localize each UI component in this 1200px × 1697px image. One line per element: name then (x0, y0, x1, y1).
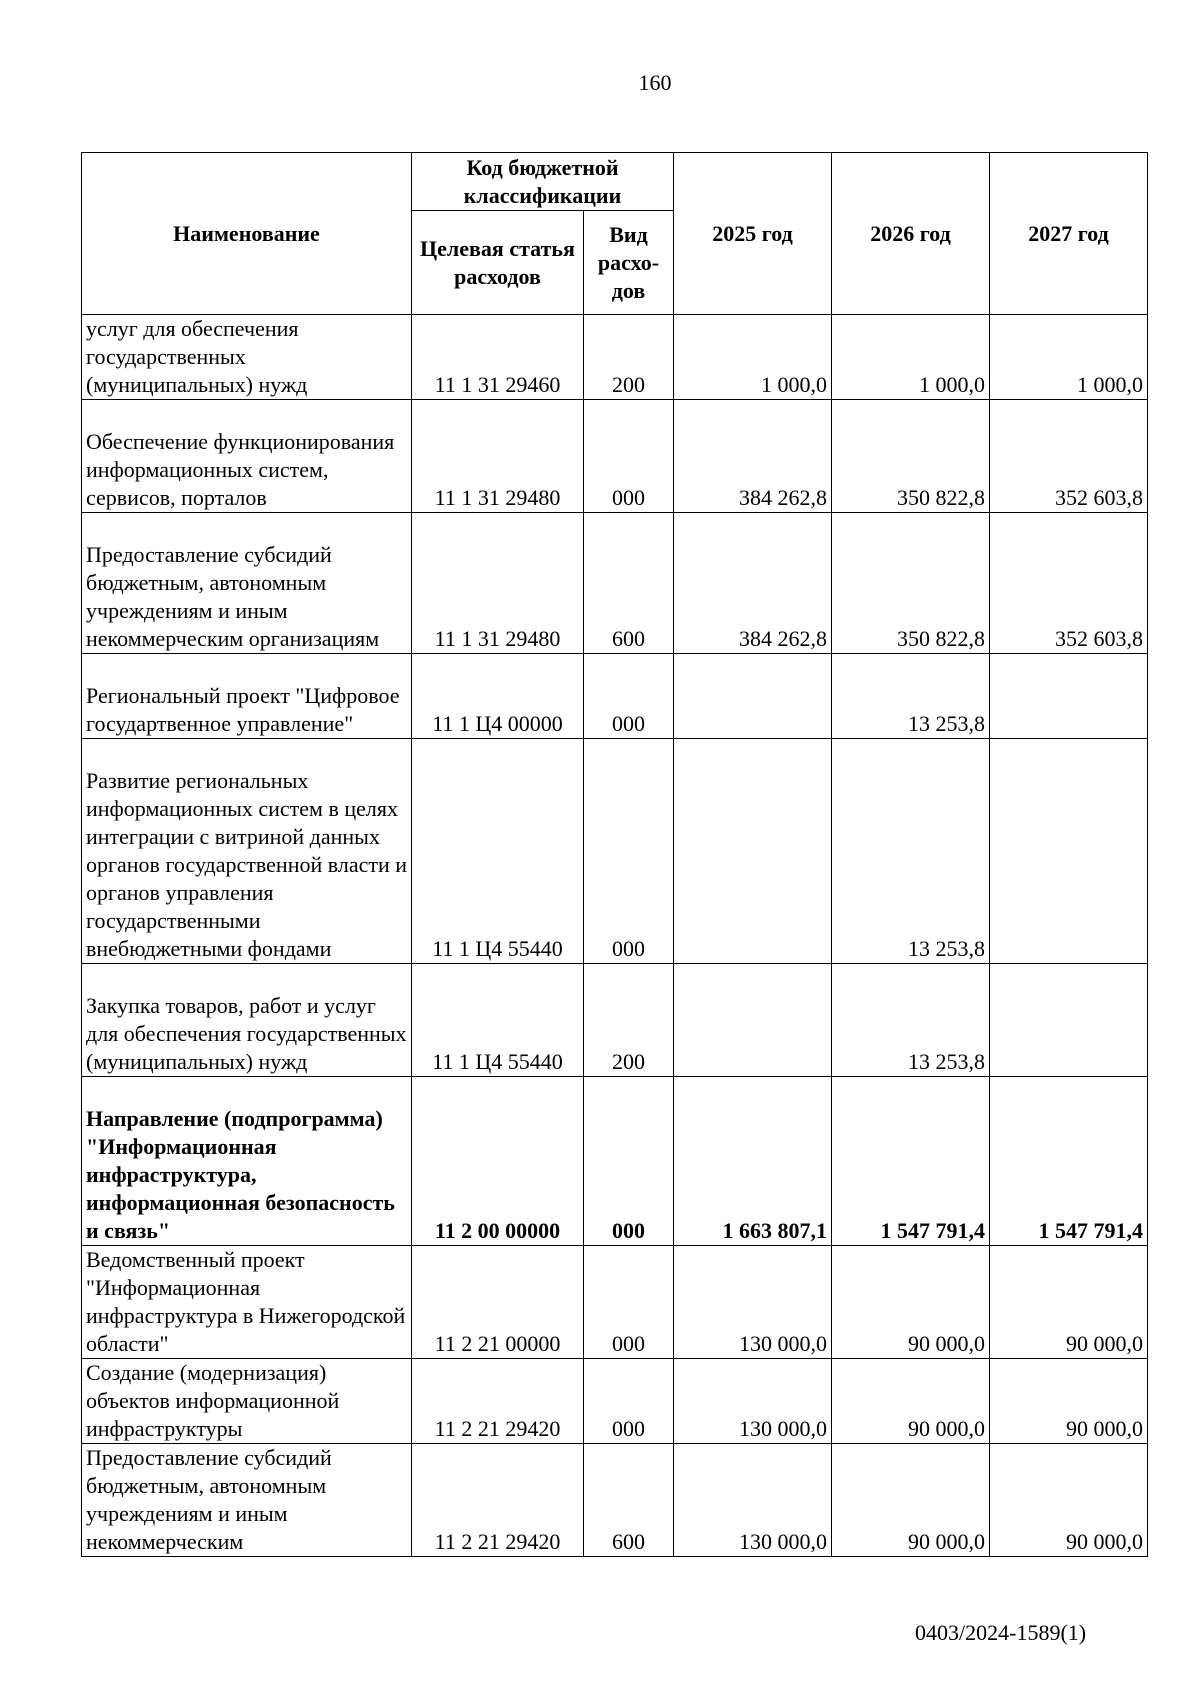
row-name: Создание (модернизация) объектов информационной инфраструктуры (82, 1359, 412, 1444)
table-row (82, 654, 1148, 739)
table-row (82, 1444, 1148, 1557)
row-expense-type: 000 (584, 1246, 674, 1359)
row-value-2026: 90 000,0 (832, 1359, 990, 1444)
row-value-2025: 130 000,0 (674, 1444, 832, 1557)
table-row (82, 964, 1148, 1077)
row-value-2027: 90 000,0 (990, 1359, 1148, 1444)
row-value-2025: 130 000,0 (674, 1246, 832, 1359)
table-row (82, 513, 1148, 654)
row-expense-type: 000 (584, 400, 674, 513)
header-target-article: Целевая статья расходов (412, 211, 584, 315)
row-value-2027 (990, 964, 1148, 1077)
row-expense-type: 200 (584, 315, 674, 400)
header-name: Наименование (82, 153, 412, 315)
row-target-article: 11 2 00 00000 (412, 1077, 584, 1246)
row-value-2026: 350 822,8 (832, 513, 990, 654)
table-row (82, 739, 1148, 964)
row-value-2025 (674, 739, 832, 964)
row-value-2027 (990, 739, 1148, 964)
row-target-article: 11 1 31 29460 (412, 315, 584, 400)
table-row (82, 400, 1148, 513)
header-expense-type: Вид расхо-дов (584, 211, 674, 315)
row-value-2025: 384 262,8 (674, 513, 832, 654)
document-code: 0403/2024-1589(1) (915, 1620, 1087, 1645)
row-value-2026: 90 000,0 (832, 1444, 990, 1557)
page-number: 160 (638, 70, 672, 95)
row-value-2027: 352 603,8 (990, 513, 1148, 654)
row-target-article: 11 2 21 29420 (412, 1359, 584, 1444)
row-value-2027: 352 603,8 (990, 400, 1148, 513)
row-value-2027: 90 000,0 (990, 1444, 1148, 1557)
row-expense-type: 000 (584, 654, 674, 739)
row-value-2027 (990, 654, 1148, 739)
row-name: Направление (подпрограмма) "Информационная инфраструктура, информационная безопасность и связь" (82, 1077, 412, 1246)
row-expense-type: 000 (584, 1077, 674, 1246)
row-value-2027: 90 000,0 (990, 1246, 1148, 1359)
row-expense-type: 600 (584, 1444, 674, 1557)
row-name: Обеспечение функционирования информационных систем, сервисов, порталов (82, 400, 412, 513)
row-value-2027: 1 547 791,4 (990, 1077, 1148, 1246)
row-target-article: 11 1 31 29480 (412, 400, 584, 513)
row-name: Предоставление субсидий бюджетным, автономным учреждениям и иным некоммерческим (82, 1444, 412, 1557)
row-value-2026: 1 547 791,4 (832, 1077, 990, 1246)
table-row (82, 1246, 1148, 1359)
row-target-article: 11 1 Ц4 55440 (412, 739, 584, 964)
row-name: Закупка товаров, работ и услуг для обеспечения государственных (муниципальных) нужд (82, 964, 412, 1077)
row-value-2025: 384 262,8 (674, 400, 832, 513)
row-expense-type: 000 (584, 739, 674, 964)
row-value-2026: 13 253,8 (832, 964, 990, 1077)
row-name: Ведомственный проект "Информационная инфраструктура в Нижегородской области" (82, 1246, 412, 1359)
header-year-2027: 2027 год (990, 153, 1148, 315)
row-expense-type: 600 (584, 513, 674, 654)
row-value-2026: 13 253,8 (832, 739, 990, 964)
budget-table (81, 152, 1148, 1557)
row-value-2026: 1 000,0 (832, 315, 990, 400)
row-name: Предоставление субсидий бюджетным, автономным учреждениям и иным некоммерческим организациям (82, 513, 412, 654)
row-name: услуг для обеспечения государственных (муниципальных) нужд (82, 315, 412, 400)
row-value-2025: 1 000,0 (674, 315, 832, 400)
row-target-article: 11 1 31 29480 (412, 513, 584, 654)
row-value-2026: 350 822,8 (832, 400, 990, 513)
table-body (82, 315, 1148, 1557)
row-value-2025: 130 000,0 (674, 1359, 832, 1444)
row-target-article: 11 2 21 29420 (412, 1444, 584, 1557)
table-row (82, 1077, 1148, 1246)
row-value-2026: 90 000,0 (832, 1246, 990, 1359)
row-value-2025: 1 663 807,1 (674, 1077, 832, 1246)
row-name: Региональный проект "Цифровое государтвенное управление" (82, 654, 412, 739)
header-year-2026: 2026 год (832, 153, 990, 315)
table-row (82, 315, 1148, 400)
header-year-2025: 2025 год (674, 153, 832, 315)
row-target-article: 11 1 Ц4 55440 (412, 964, 584, 1077)
row-value-2027: 1 000,0 (990, 315, 1148, 400)
row-expense-type: 200 (584, 964, 674, 1077)
row-value-2025 (674, 654, 832, 739)
table-row (82, 1359, 1148, 1444)
row-target-article: 11 1 Ц4 00000 (412, 654, 584, 739)
row-target-article: 11 2 21 00000 (412, 1246, 584, 1359)
row-value-2025 (674, 964, 832, 1077)
row-expense-type: 000 (584, 1359, 674, 1444)
row-value-2026: 13 253,8 (832, 654, 990, 739)
header-budget-code-group: Код бюджетной классификации (412, 153, 674, 211)
row-name: Развитие региональных информационных систем в целях интеграции с витриной данных органов государственной власти и органов управления государственными внебюджетными фондами (82, 739, 412, 964)
